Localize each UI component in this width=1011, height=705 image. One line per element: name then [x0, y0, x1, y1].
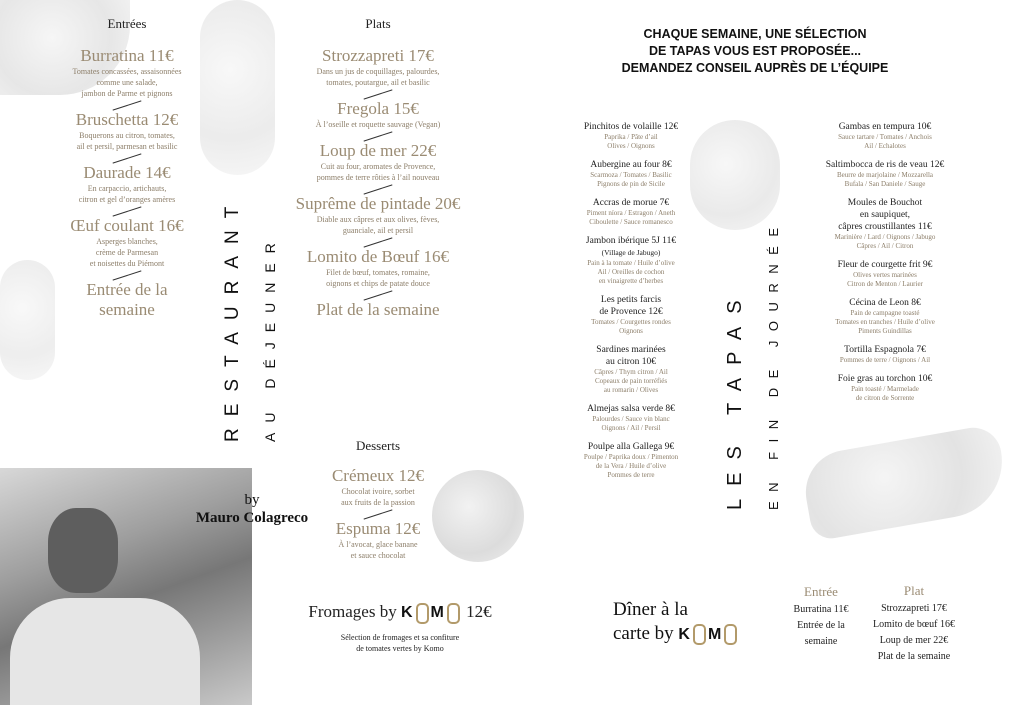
diner-entree-item: Burratina 11€	[793, 604, 849, 615]
tapa-item	[560, 344, 702, 395]
tapa-desc: Scarmoza / Tomates / Basilic	[590, 171, 672, 179]
entree-desc: crème de Parmesan	[95, 248, 159, 257]
tapa-title: Accras de morue 7€	[592, 198, 670, 208]
diner-title	[613, 598, 763, 647]
chef-face	[48, 508, 118, 593]
dessert-desc: et sauce chocolat	[350, 551, 406, 560]
tapas-intro-line: CHAQUE SEMAINE, UNE SÉLECTION	[643, 27, 867, 41]
entrees-column	[52, 16, 202, 320]
tapa-desc: Pommes de terre	[607, 471, 655, 479]
plat-title: Loup de mer 22€	[319, 141, 437, 160]
fromages-title	[292, 602, 508, 624]
entree-desc: ail et persil, parmesan et basilic	[76, 142, 178, 151]
tapa-item	[812, 373, 958, 403]
zucchini-flower-right-image	[690, 120, 780, 230]
tapa-item	[560, 403, 702, 433]
plats-column	[280, 16, 476, 320]
tapa-desc: Sauce tartare / Tomates / Anchois	[838, 133, 932, 141]
entree-desc: et noisettes du Piémont	[89, 259, 165, 268]
diner-plat-header: Plat	[903, 583, 925, 598]
tapa-item	[812, 159, 958, 189]
plat-item	[280, 141, 476, 183]
tapa-title: Poulpe alla Gallega 9€	[587, 442, 675, 452]
zucchini-flower-image	[200, 0, 275, 175]
tapa-desc: Citron de Menton / Laurier	[847, 280, 923, 288]
plat-desc: guanciale, ail et persil	[342, 226, 414, 235]
dessert-desc: aux fruits de la passion	[341, 498, 415, 507]
diner-plat-item: Strozzapreti 17€	[881, 603, 947, 614]
plat-desc: pommes de terre rôties à l’ail nouveau	[316, 173, 440, 182]
tapa-desc: Ail / Oreilles de cochon	[597, 268, 665, 276]
tapa-desc: Palourdes / Sauce vin blanc	[592, 415, 670, 423]
tapa-desc: Marinière / Lard / Oignons / Jabugo	[834, 233, 936, 241]
plat-desc: Diable aux câpres et aux olives, fèves,	[316, 215, 440, 224]
tapa-desc: Olives / Oignons	[607, 142, 655, 150]
plat-desc: oignons et chips de patate douce	[326, 279, 430, 288]
chef-credit	[182, 491, 322, 527]
chef-name: Mauro Colagreco	[195, 510, 309, 526]
zucchini-flower-left-image	[0, 260, 55, 380]
entree-title: Burratina 11€	[80, 46, 174, 65]
tapa-title: Saltimbocca de ris de veau 12€	[825, 160, 945, 170]
tapa-item	[560, 159, 702, 189]
tapa-desc: Ail / Echalotes	[864, 142, 906, 150]
tapas-intro	[585, 26, 925, 77]
dessert-desc: À l’avocat, glace banane	[338, 540, 418, 549]
plat-desc: Filet de bœuf, tomates, romaine,	[326, 268, 430, 277]
entree-desc: En carpaccio, artichauts,	[87, 184, 167, 193]
diner-plat-item: Plat de la semaine	[877, 651, 951, 662]
fromages-desc: de tomates vertes by Komo	[356, 643, 444, 653]
tapa-desc: au romarin / Olives	[603, 386, 659, 394]
tapa-title: Cécina de Leon 8€	[849, 298, 921, 308]
plat-title: Strozzapreti 17€	[322, 46, 434, 65]
plat-desc: tomates, poutargue, ail et basilic	[326, 78, 430, 87]
tapa-desc: Paprika / Pâte d’ail	[604, 133, 658, 141]
tapa-desc: Pain toasté / Marmelade	[851, 385, 919, 393]
plat-item	[280, 46, 476, 88]
tapa-title: Almejas salsa verde 8€	[587, 404, 675, 414]
diner-title-line2	[613, 622, 763, 647]
entree-title: Bruschetta 12€	[75, 110, 179, 129]
tapa-title: Jambon ibérique 5J 11€	[585, 236, 677, 246]
tapa-item	[560, 441, 702, 480]
plat-desc: À l’oseille et roquette sauvage (Vegan)	[315, 120, 441, 129]
tapa-title: Gambas en tempura 10€	[838, 122, 932, 132]
plat-title: Suprême de pintade 20€	[295, 194, 461, 213]
tapa-title: de Provence 12€	[599, 307, 663, 317]
desserts-header: Desserts	[355, 438, 401, 453]
tapa-desc: Pain à la tomate / Huile d’olive	[587, 259, 675, 267]
tapa-desc: Tomates / Courgettes rondes	[591, 318, 671, 326]
tapa-desc: Poulpe / Paprika doux / Pimenton	[583, 453, 679, 461]
entree-desc: citron et gel d’oranges amères	[78, 195, 176, 204]
tapa-title: Sardines marinées	[596, 345, 666, 355]
tapa-title: Moules de Bouchot	[847, 198, 923, 208]
plat-desc: Dans un jus de coquillages, palourdes,	[316, 67, 440, 76]
entree-desc: comme une salade,	[96, 78, 158, 87]
komo-logo: K M	[401, 603, 462, 624]
tapa-title: Aubergine au four 8€	[590, 160, 672, 170]
tapa-desc: Olives vertes marinées	[853, 271, 917, 279]
plat-desc: Cuit au four, aromates de Provence,	[320, 162, 436, 171]
tapas-intro-line: DE TAPAS VOUS EST PROPOSÉE...	[648, 44, 862, 58]
tapa-desc: Pignons de pin de Sicile	[597, 180, 665, 188]
tapa-desc: Ciboulette / Sauce romanesco	[589, 218, 673, 226]
entree-desc: jambon de Parme et pignons	[81, 89, 173, 98]
plat-title: Fregola 15€	[337, 99, 419, 118]
tapa-title: Tortilla Espagnola 7€	[844, 345, 926, 355]
tapa-title: Les petits farcis	[600, 295, 662, 305]
plat-item	[280, 247, 476, 289]
by-label: by	[244, 492, 260, 508]
tapa-title: Fleur de courgette frit 9€	[837, 260, 933, 270]
tapa-desc: Copeaux de pain torréfiés	[594, 377, 668, 385]
diner-entree-item: Entrée de la	[797, 620, 845, 631]
tapa-item	[560, 294, 702, 336]
diner-entree-item: semaine	[804, 636, 838, 647]
entree-item	[52, 216, 202, 269]
diner-title-text: carte by	[613, 623, 674, 644]
diner-title-line: Dîner à la	[613, 599, 688, 620]
diner-plat-item: Lomito de bœuf 16€	[873, 619, 955, 630]
tapa-title: en saupiquet,	[859, 210, 911, 220]
entree-desc: Asperges blanches,	[96, 237, 158, 246]
fromages-price: 12€	[466, 602, 492, 621]
entree-desc: Tomates concassées, assaisonnées	[72, 67, 182, 76]
tapas-right-column	[812, 121, 958, 403]
au-dejeuner-vertical-subtitle: AU DÉJEUNER	[262, 233, 278, 442]
diner-entree-header: Entrée	[804, 584, 838, 599]
tapa-item	[812, 197, 958, 251]
tapas-left-column	[560, 121, 702, 480]
tapa-item	[812, 297, 958, 336]
plats-header: Plats	[365, 16, 391, 31]
en-fin-de-journee-vertical-subtitle: EN FIN DE JOURNÉE	[766, 218, 781, 510]
fromages-prefix: Fromages by	[308, 602, 397, 621]
entree-item	[52, 110, 202, 152]
tapa-item	[560, 121, 702, 151]
tapa-title: (Village de Jabugo)	[601, 248, 661, 257]
tapa-desc: de citron de Sorrente	[855, 394, 915, 402]
tapa-title: Foie gras au torchon 10€	[837, 374, 933, 384]
entree-desc: Boquerons au citron, tomates,	[79, 131, 175, 140]
tapa-desc: Piments Guindillas	[858, 327, 912, 335]
dessert-desc: Chocolat ivoire, sorbet	[341, 487, 415, 496]
tapa-desc: Beurre de marjolaine / Mozzarella	[836, 171, 933, 179]
tapa-desc: Câpres / Thym citron / Ail	[594, 368, 668, 376]
komo-logo: K M	[678, 623, 739, 647]
tapa-item	[812, 344, 958, 365]
plat-title: Lomito de Bœuf 16€	[306, 247, 450, 266]
tapa-desc: en vinaigrette d’herbes	[598, 277, 664, 285]
plat-title: Plat de la semaine	[316, 300, 440, 319]
diner-entree-column	[782, 584, 860, 650]
plat-item	[280, 194, 476, 236]
fromages-desc: Sélection de fromages et sa confiture	[340, 632, 460, 642]
dessert-title: Espuma 12€	[335, 519, 421, 538]
tapa-item	[560, 235, 702, 286]
tapa-desc: Pain de campagne toasté	[850, 309, 920, 317]
fromages-block	[292, 602, 508, 654]
tapa-title: câpres croustillantes 11€	[838, 222, 932, 232]
dessert-title: Crémeux 12€	[331, 466, 425, 485]
entree-title: Œuf coulant 16€	[70, 216, 184, 235]
diner-plat-item: Loup de mer 22€	[879, 635, 949, 646]
tapa-item	[812, 259, 958, 289]
tapas-intro-line: DEMANDEZ CONSEIL AUPRÈS DE L’ÉQUIPE	[621, 61, 889, 75]
tapa-item	[812, 121, 958, 151]
tapa-desc: de la Vera / Huile d’olive	[595, 462, 667, 470]
pepper-image	[799, 423, 1011, 541]
entree-item	[52, 163, 202, 205]
tapa-desc: Tomates en tranches / Huile d’olive	[835, 318, 935, 326]
plat-item	[280, 99, 476, 130]
entree-item	[52, 46, 202, 99]
entree-title: Daurade 14€	[83, 163, 171, 182]
tapa-desc: Bufala / San Daniele / Sauge	[844, 180, 926, 188]
tapa-item	[560, 197, 702, 227]
tapa-desc: Oignons	[619, 327, 643, 335]
entree-title: Entrée de la semaine	[86, 280, 168, 319]
desserts-column	[300, 438, 456, 561]
tapa-title: Pinchitos de volaille 12€	[583, 122, 679, 132]
tapa-title: au citron 10€	[605, 357, 657, 367]
diner-plat-column	[864, 583, 964, 665]
restaurant-vertical-title: RESTAURANT	[222, 194, 243, 442]
tapa-desc: Câpres / Ail / Citron	[856, 242, 914, 250]
tapa-desc: Pommes de terre / Oignons / Ail	[839, 356, 931, 364]
les-tapas-vertical-title: LES TAPAS	[724, 287, 746, 510]
chef-jacket	[10, 598, 200, 705]
tapa-desc: Oignons / Ail / Persil	[601, 424, 661, 432]
tapa-desc: Piment níora / Estragon / Aneth	[586, 209, 676, 217]
entrees-header: Entrées	[107, 16, 147, 31]
